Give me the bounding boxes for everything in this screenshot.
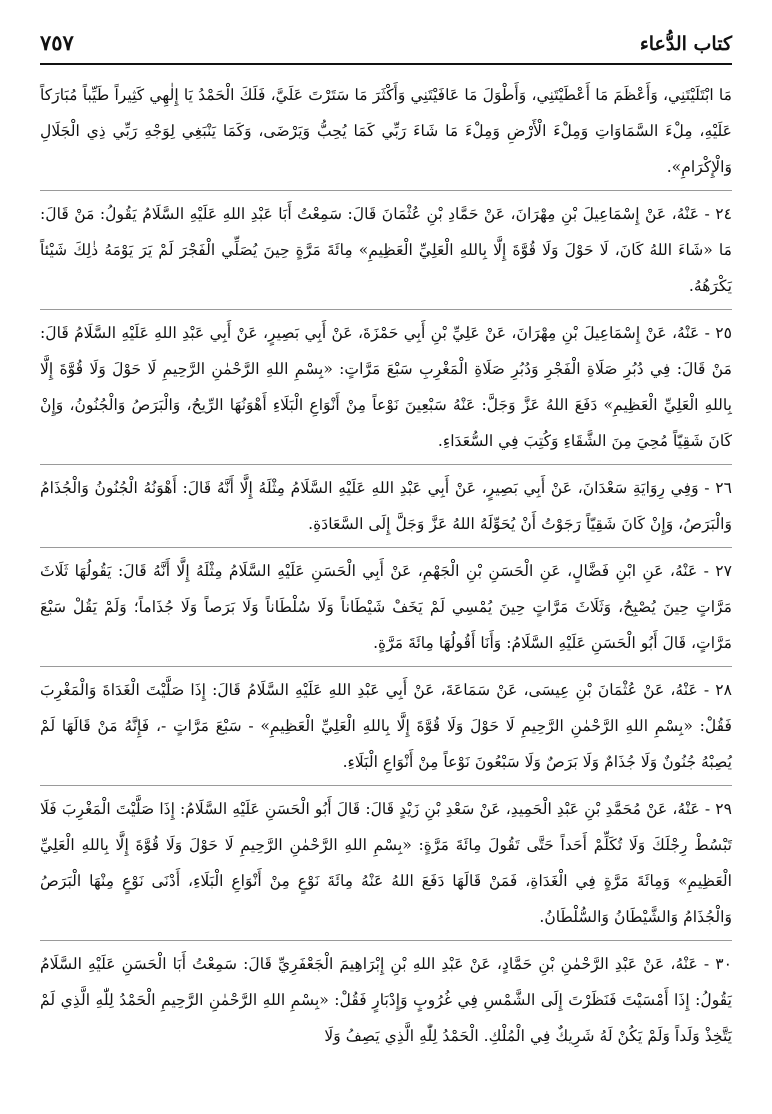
paragraph-divider: [40, 309, 732, 310]
continuation-paragraph: مَا ابْتَلَيْتَنِي، وَأَعْظَمَ مَا أَعْطَيْتَنِي، وَأَطْوَلَ مَا عَافَيْتَنِي وَأَكْثَرَ مَا سَتَرْتَ عَلَيَّ، فَلَكَ الْحَمْدُ يَا إِلٰهِي كَثِيراً طَيِّباً مُبَارَكاً عَلَيْهِ، مِلْءَ السَّمَاوَاتِ وَمِلْءَ الْأَرْضِ وَمِلْءَ مَا شَاءَ رَبِّي كَمَا يُحِبُّ وَيَرْضَى، وَكَمَا يَنْبَغِي لِوَجْهِ رَبِّي ذِي الْجَلَالِ وَالْإِكْرَامِ».: [40, 86, 732, 176]
hadith-27: ٢٧ - عَنْهُ، عَنِ ابْنِ فَضَّالٍ، عَنِ الْحَسَنِ بْنِ الْجَهْمِ، عَنْ أَبِي الْحَسَنِ عَلَيْهِ السَّلَامُ مِثْلَهُ إِلَّا أَنَّهُ قَالَ: يَقُولُهَا ثَلَاثَ مَرَّاتٍ حِينَ يُصْبِحُ، وَثَلَاثَ مَرَّاتٍ حِينَ يُمْسِي لَمْ يَخَفْ شَيْطَاناً وَلَا سُلْطَاناً وَلَا بَرَصاً وَلَا جُذَاماً؛ وَلَمْ يَقُلْ سَبْعَ مَرَّاتٍ، قَالَ أَبُو الْحَسَنِ عَلَيْهِ السَّلَامُ: وَأَنَا أَقُولُهَا مِائَةَ مَرَّةٍ.: [40, 562, 732, 652]
page-header: [40, 30, 732, 65]
paragraph-divider: [40, 940, 732, 941]
hadith-25: ٢٥ - عَنْهُ، عَنْ إِسْمَاعِيلَ بْنِ مِهْرَانَ، عَنْ عَلِيِّ بْنِ أَبِي حَمْزَةَ، عَنْ أَبِي بَصِيرٍ، عَنْ أَبِي عَبْدِ اللهِ عَلَيْهِ السَّلَامُ قَالَ: مَنْ قَالَ: فِي دُبُرِ صَلَاةِ الْفَجْرِ وَدُبُرِ صَلَاةِ الْمَغْرِبِ سَبْعَ مَرَّاتٍ: «بِسْمِ اللهِ الرَّحْمٰنِ الرَّحِيمِ لَا حَوْلَ وَلَا قُوَّةَ إِلَّا بِاللهِ الْعَلِيِّ الْعَظِيمِ» دَفَعَ اللهُ عَزَّ وَجَلَّ: عَنْهُ سَبْعِينَ نَوْعاً مِنْ أَنْوَاعِ الْبَلَاءِ أَهْوَنُهَا الرِّيحُ، وَالْبَرَصُ وَالْجُنُونُ، وَإِنْ كَانَ شَقِيّاً مُحِيَ مِنَ الشَّقَاءِ وَكُتِبَ فِي السُّعَدَاءِ.: [40, 324, 732, 450]
page-body: [40, 77, 732, 1054]
hadith-28: ٢٨ - عَنْهُ، عَنْ عُثْمَانَ بْنِ عِيسَى، عَنْ سَمَاعَةَ، عَنْ أَبِي عَبْدِ اللهِ عَلَيْهِ السَّلَامُ قَالَ: إِذَا صَلَّيْتَ الْغَدَاةَ وَالْمَغْرِبَ فَقُلْ: «بِسْمِ اللهِ الرَّحْمٰنِ الرَّحِيمِ لَا حَوْلَ وَلَا قُوَّةَ إِلَّا بِاللهِ الْعَلِيِّ الْعَظِيمِ» - سَبْعَ مَرَّاتٍ -، فَإِنَّهُ مَنْ قَالَهَا لَمْ يُصِبْهُ جُنُونٌ وَلَا جُذَامٌ وَلَا بَرَصٌ وَلَا سَبْعُونَ نَوْعاً مِنْ أَنْوَاعِ الْبَلَاءِ.: [40, 681, 732, 771]
paragraph-divider: [40, 785, 732, 786]
page-number: ٧٥٧: [40, 30, 74, 55]
running-title: كتاب الدُّعاء: [639, 33, 732, 55]
hadith-29: ٢٩ - عَنْهُ، عَنْ مُحَمَّدِ بْنِ عَبْدِ الْحَمِيدِ، عَنْ سَعْدِ بْنِ زَيْدٍ قَالَ: قَالَ أَبُو الْحَسَنِ عَلَيْهِ السَّلَامُ: إِذَا صَلَّيْتَ الْمَغْرِبَ فَلَا تَبْسُطْ رِجْلَكَ وَلَا تُكَلِّمْ أَحَداً حَتَّى تَقُولَ مِائَةَ مَرَّةٍ: «بِسْمِ اللهِ الرَّحْمٰنِ الرَّحِيمِ لَا حَوْلَ وَلَا قُوَّةَ إِلَّا بِاللهِ الْعَلِيِّ الْعَظِيمِ» وَمِائَةَ مَرَّةٍ فِي الْغَدَاةِ، فَمَنْ قَالَهَا دَفَعَ اللهُ عَنْهُ مِائَةَ نَوْعٍ مِنْ أَنْوَاعِ الْبَلَاءِ، أَدْنَى نَوْعٍ مِنْهَا الْبَرَصُ وَالْجُذَامُ وَالشَّيْطَانُ وَالسُّلْطَانُ.: [40, 800, 732, 926]
paragraph-divider: [40, 464, 732, 465]
paragraph-divider: [40, 666, 732, 667]
hadith-26: ٢٦ - وَفِي رِوَايَةِ سَعْدَانَ، عَنْ أَبِي بَصِيرٍ، عَنْ أَبِي عَبْدِ اللهِ عَلَيْهِ السَّلَامُ مِثْلَهُ إِلَّا أَنَّهُ قَالَ: أَهْوَنُهُ الْجُنُونُ وَالْجُذَامُ وَالْبَرَصُ، وَإِنْ كَانَ شَقِيّاً رَجَوْتُ أَنْ يُحَوِّلَهُ اللهُ عَزَّ وَجَلَّ إِلَى السَّعَادَةِ.: [40, 479, 732, 533]
hadith-30: ٣٠ - عَنْهُ، عَنْ عَبْدِ الرَّحْمٰنِ بْنِ حَمَّادٍ، عَنْ عَبْدِ اللهِ بْنِ إِبْرَاهِيمَ الْجَعْفَرِيِّ قَالَ: سَمِعْتُ أَبَا الْحَسَنِ عَلَيْهِ السَّلَامُ يَقُولُ: إِذَا أَمْسَيْتَ فَنَظَرْتَ إِلَى الشَّمْسِ فِي غُرُوبٍ وَإِدْبَارٍ فَقُلْ: «بِسْمِ اللهِ الرَّحْمٰنِ الرَّحِيمِ الْحَمْدُ لِلّٰهِ الَّذِي لَمْ يَتَّخِذْ وَلَداً وَلَمْ يَكُنْ لَهُ شَرِيكٌ فِي الْمُلْكِ. الْحَمْدُ لِلّٰهِ الَّذِي يَصِفُ وَلَا: [40, 955, 732, 1045]
hadith-24: ٢٤ - عَنْهُ، عَنْ إِسْمَاعِيلَ بْنِ مِهْرَانَ، عَنْ حَمَّادِ بْنِ عُثْمَانَ قَالَ: سَمِعْتُ أَبَا عَبْدِ اللهِ عَلَيْهِ السَّلَامُ يَقُولُ: مَنْ قَالَ: مَا «شَاءَ اللهُ كَانَ، لَا حَوْلَ وَلَا قُوَّةَ إِلَّا بِاللهِ الْعَلِيِّ الْعَظِيمِ» مِائَةَ مَرَّةٍ حِينَ يُصَلِّي الْفَجْرَ لَمْ يَرَ يَوْمَهُ ذٰلِكَ شَيْئاً يَكْرَهُهُ.: [40, 205, 732, 295]
paragraph-divider: [40, 547, 732, 548]
paragraph-divider: [40, 190, 732, 191]
